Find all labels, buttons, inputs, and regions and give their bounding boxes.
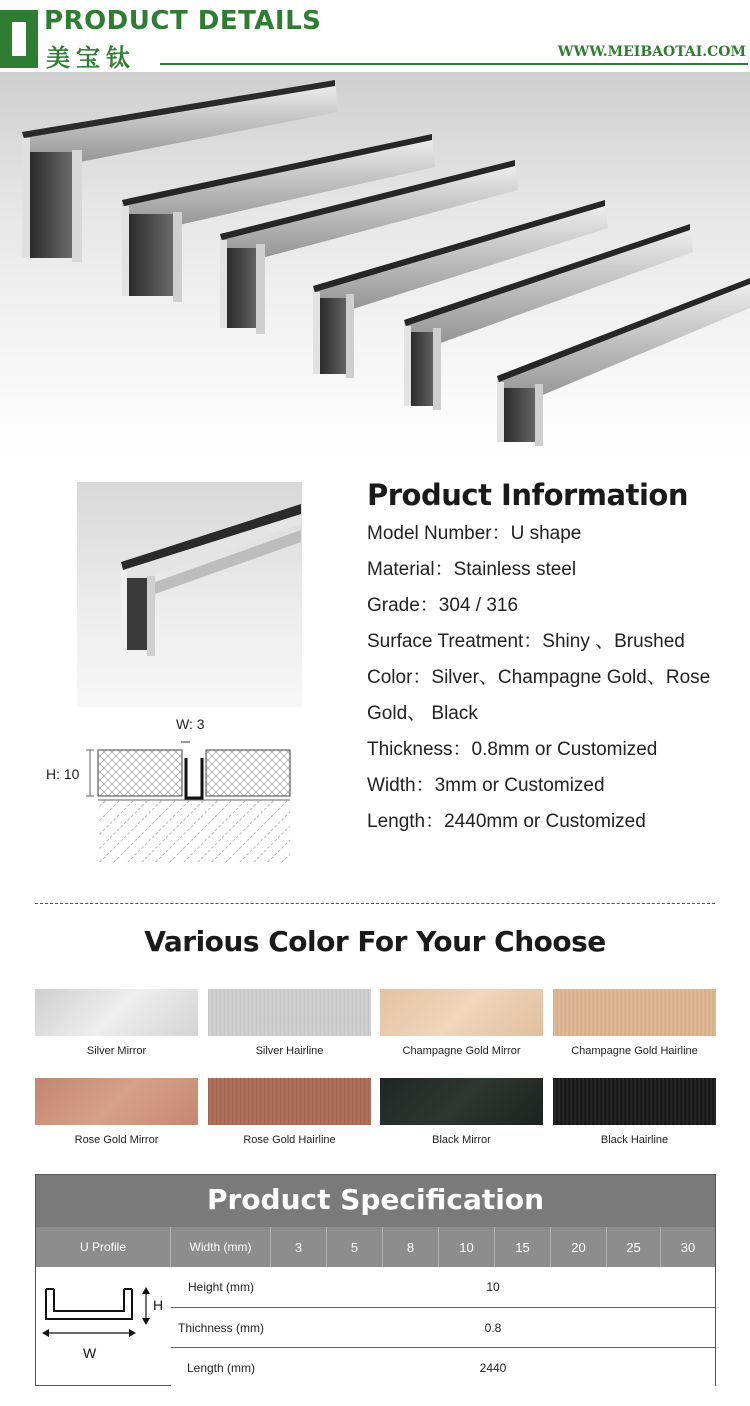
colors-title: Various Color For Your Choose — [144, 925, 606, 958]
swatch-label: Black Mirror — [432, 1134, 491, 1146]
width-value: 5 — [327, 1227, 383, 1267]
width-value: 10 — [439, 1227, 495, 1267]
width-value: 20 — [551, 1227, 607, 1267]
spec-title: Product Specification — [36, 1175, 715, 1227]
swatch-label: Black Hairline — [600, 1134, 669, 1146]
u-profiles-illustration — [0, 72, 750, 456]
swatch-label: Rose Gold Hairline — [243, 1134, 336, 1146]
page-title: PRODUCT DETAILS — [44, 6, 322, 36]
swatch-label: Rose Gold Mirror — [74, 1134, 159, 1146]
row-label-thickness: Thichness (mm) — [171, 1307, 271, 1347]
swatch-champagne-gold-hairline — [553, 989, 716, 1036]
swatch-label: Champagne Gold Hairline — [571, 1045, 698, 1057]
width-value: 30 — [680, 1239, 696, 1255]
dimension-diagram — [40, 712, 300, 872]
profile-w-label: W — [83, 1345, 97, 1361]
u-profile-drawing — [36, 1267, 171, 1385]
swatch-label: Champagne Gold Mirror — [402, 1045, 521, 1057]
header-divider — [160, 63, 748, 65]
width-value: 15 — [495, 1227, 551, 1267]
product-image — [77, 482, 302, 707]
u-profile-closeup — [77, 482, 302, 707]
info-surface: Surface Treatment：Shiny 、Brushed — [367, 631, 685, 652]
swatch-label: Silver Mirror — [86, 1045, 147, 1057]
swatch-silver-mirror — [35, 989, 198, 1036]
info-grade: Grade：304 / 316 — [367, 595, 519, 616]
section-divider — [35, 903, 715, 904]
info-title: Product Information — [367, 478, 688, 512]
website-url[interactable]: WWW.MEIBAOTAI.COM — [557, 44, 746, 60]
width-value: 25 — [607, 1227, 661, 1267]
profile-h-label: H — [153, 1297, 164, 1313]
spec-header-row — [36, 1227, 715, 1267]
info-length: Length：2440mm or Customized — [367, 811, 646, 832]
info-color: Color：Silver、Champagne Gold、Rose — [367, 667, 711, 688]
swatch-silver-hairline — [208, 989, 371, 1036]
info-thickness: Thickness：0.8mm or Customized — [367, 739, 658, 760]
row-value-length: 2440 — [271, 1347, 715, 1387]
width-value: 3 — [271, 1227, 327, 1267]
brand-name: 美宝钛 — [46, 44, 136, 72]
swatch-label: Silver Hairline — [255, 1045, 324, 1057]
swatch-champagne-gold-mirror — [380, 989, 543, 1036]
swatch-rose-gold-mirror — [35, 1078, 198, 1125]
row-value-thickness: 0.8 — [271, 1307, 715, 1347]
spec-table — [35, 1174, 716, 1386]
logo-icon — [0, 10, 38, 68]
header-width: Width (mm) — [171, 1227, 271, 1267]
info-model: Model Number：U shape — [367, 523, 582, 544]
hero-image — [0, 72, 750, 456]
info-color-cont: Gold、 Black — [367, 703, 478, 724]
row-label-length: Length (mm) — [171, 1347, 271, 1387]
swatch-rose-gold-hairline — [208, 1078, 371, 1125]
info-width: Width：3mm or Customized — [367, 775, 605, 796]
height-label: H: 10 — [46, 766, 80, 782]
swatch-black-hairline — [553, 1078, 716, 1125]
row-label-height: Height (mm) — [171, 1267, 271, 1307]
width-value: 8 — [383, 1227, 439, 1267]
header-u-profile: U Profile — [36, 1227, 171, 1267]
width-label: W: 3 — [176, 716, 205, 732]
product-information — [367, 474, 737, 840]
swatch-black-mirror — [380, 1078, 543, 1125]
info-material: Material：Stainless steel — [367, 559, 577, 580]
page-header — [0, 0, 750, 72]
row-value-height: 10 — [271, 1267, 715, 1307]
